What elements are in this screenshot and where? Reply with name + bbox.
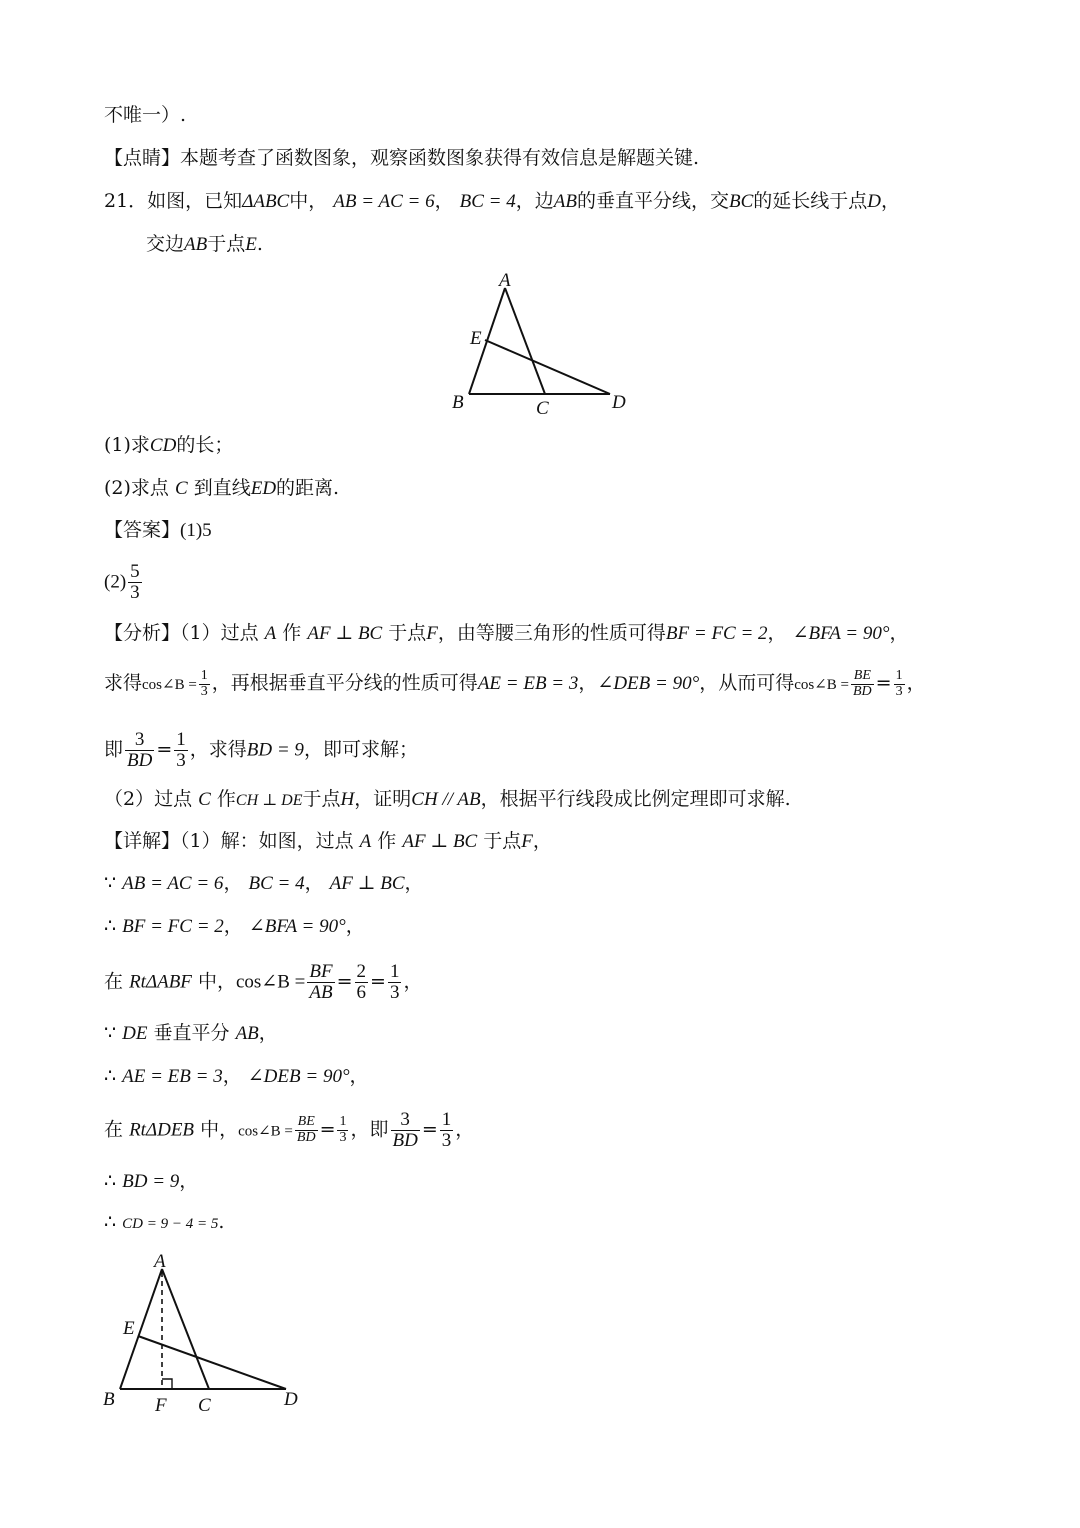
analysis-line-4: （2）过点 C 作CH ⊥ DE于点H，证明CH // AB，根据平行线段成比例定理即可求解. [104,788,791,810]
answer-line-1: 【答案】(1)5 [104,519,212,541]
dianjing-note: 【点睛】本题考查了函数图象，观察函数图象获得有效信息是解题关键. [104,147,700,169]
detail-line-9: ∴ CD = 9 − 4 = 5. [104,1211,225,1233]
analysis-line-2: 求得cos∠B = $\frac{1}{3}$ ，再根据垂直平分线的性质可得AE = EB = 3，∠DEB = 90°，从而可得cos∠B = $\frac{BE}{BD}$ = $\frac{1}{3}$ ， [104,667,926,699]
header-tail: 不唯一）. [104,104,187,126]
analysis-line-3: 即 $\frac{3}{BD}$ = $\frac{1}{3}$ ，求得BD = 9，即可求解； [104,729,418,771]
detail-line-8: ∴ BD = 9， [104,1170,199,1192]
segment-ac [505,288,545,394]
label-c: C [536,398,549,419]
question-1: (1)求CD的长； [104,434,234,456]
label-c: C [198,1395,211,1416]
label-e: E [470,328,482,349]
label-e: E [123,1318,135,1339]
label-b: B [103,1389,115,1410]
detail-line-2: ∵ AB = AC = 6， BC = 4， AF ⊥ BC， [104,872,424,894]
detail-line-4: 在 RtΔABF 中，cos∠B = $\frac{BF}{AB}$ = $\frac{2}{6}$ = $\frac{1}{3}$ ， [104,961,423,1003]
segment-ac [162,1269,209,1389]
label-f: F [155,1395,167,1416]
label-d: D [284,1389,298,1410]
segment-ed [485,340,610,394]
detail-line-1: 【详解】（1）解：如图，过点 A 作 AF ⊥ BC 于点F， [104,830,552,852]
label-a: A [154,1251,166,1272]
question-2: (2)求点 C 到直线ED的距离. [104,477,340,499]
right-angle-mark [162,1379,172,1389]
problem-line-1: 21．如图，已知ΔABC中， AB = AC = 6， BC = 4，边AB的垂直平分线，交BC的延长线于点D， [104,190,901,212]
answer-line-2: (2) $\frac{5}{3}$ [104,561,140,603]
detail-line-6: ∴ AE = EB = 3， ∠DEB = 90°， [104,1065,369,1087]
detail-line-7: 在 RtΔDEB 中，cos∠B = $\frac{BE}{BD}$ = $\frac{1}{3}$ ，即 $\frac{3}{BD}$ = $\frac{1}{3}$ ， [104,1109,475,1151]
detail-line-5: ∵ DE 垂直平分 AB， [104,1022,278,1044]
segment-ed [138,1336,286,1389]
figure-2-triangle [96,1248,326,1423]
label-d: D [612,392,626,413]
figure-1-triangle [440,270,640,420]
label-b: B [452,392,464,413]
problem-line-2: 交边AB于点E. [146,233,263,255]
analysis-line-1: 【分析】（1）过点 A 作 AF ⊥ BC 于点F，由等腰三角形的性质可得BF = FC = 2， ∠BFA = 90°， [104,622,909,644]
detail-line-3: ∴ BF = FC = 2， ∠BFA = 90°， [104,915,365,937]
label-a: A [499,270,511,291]
